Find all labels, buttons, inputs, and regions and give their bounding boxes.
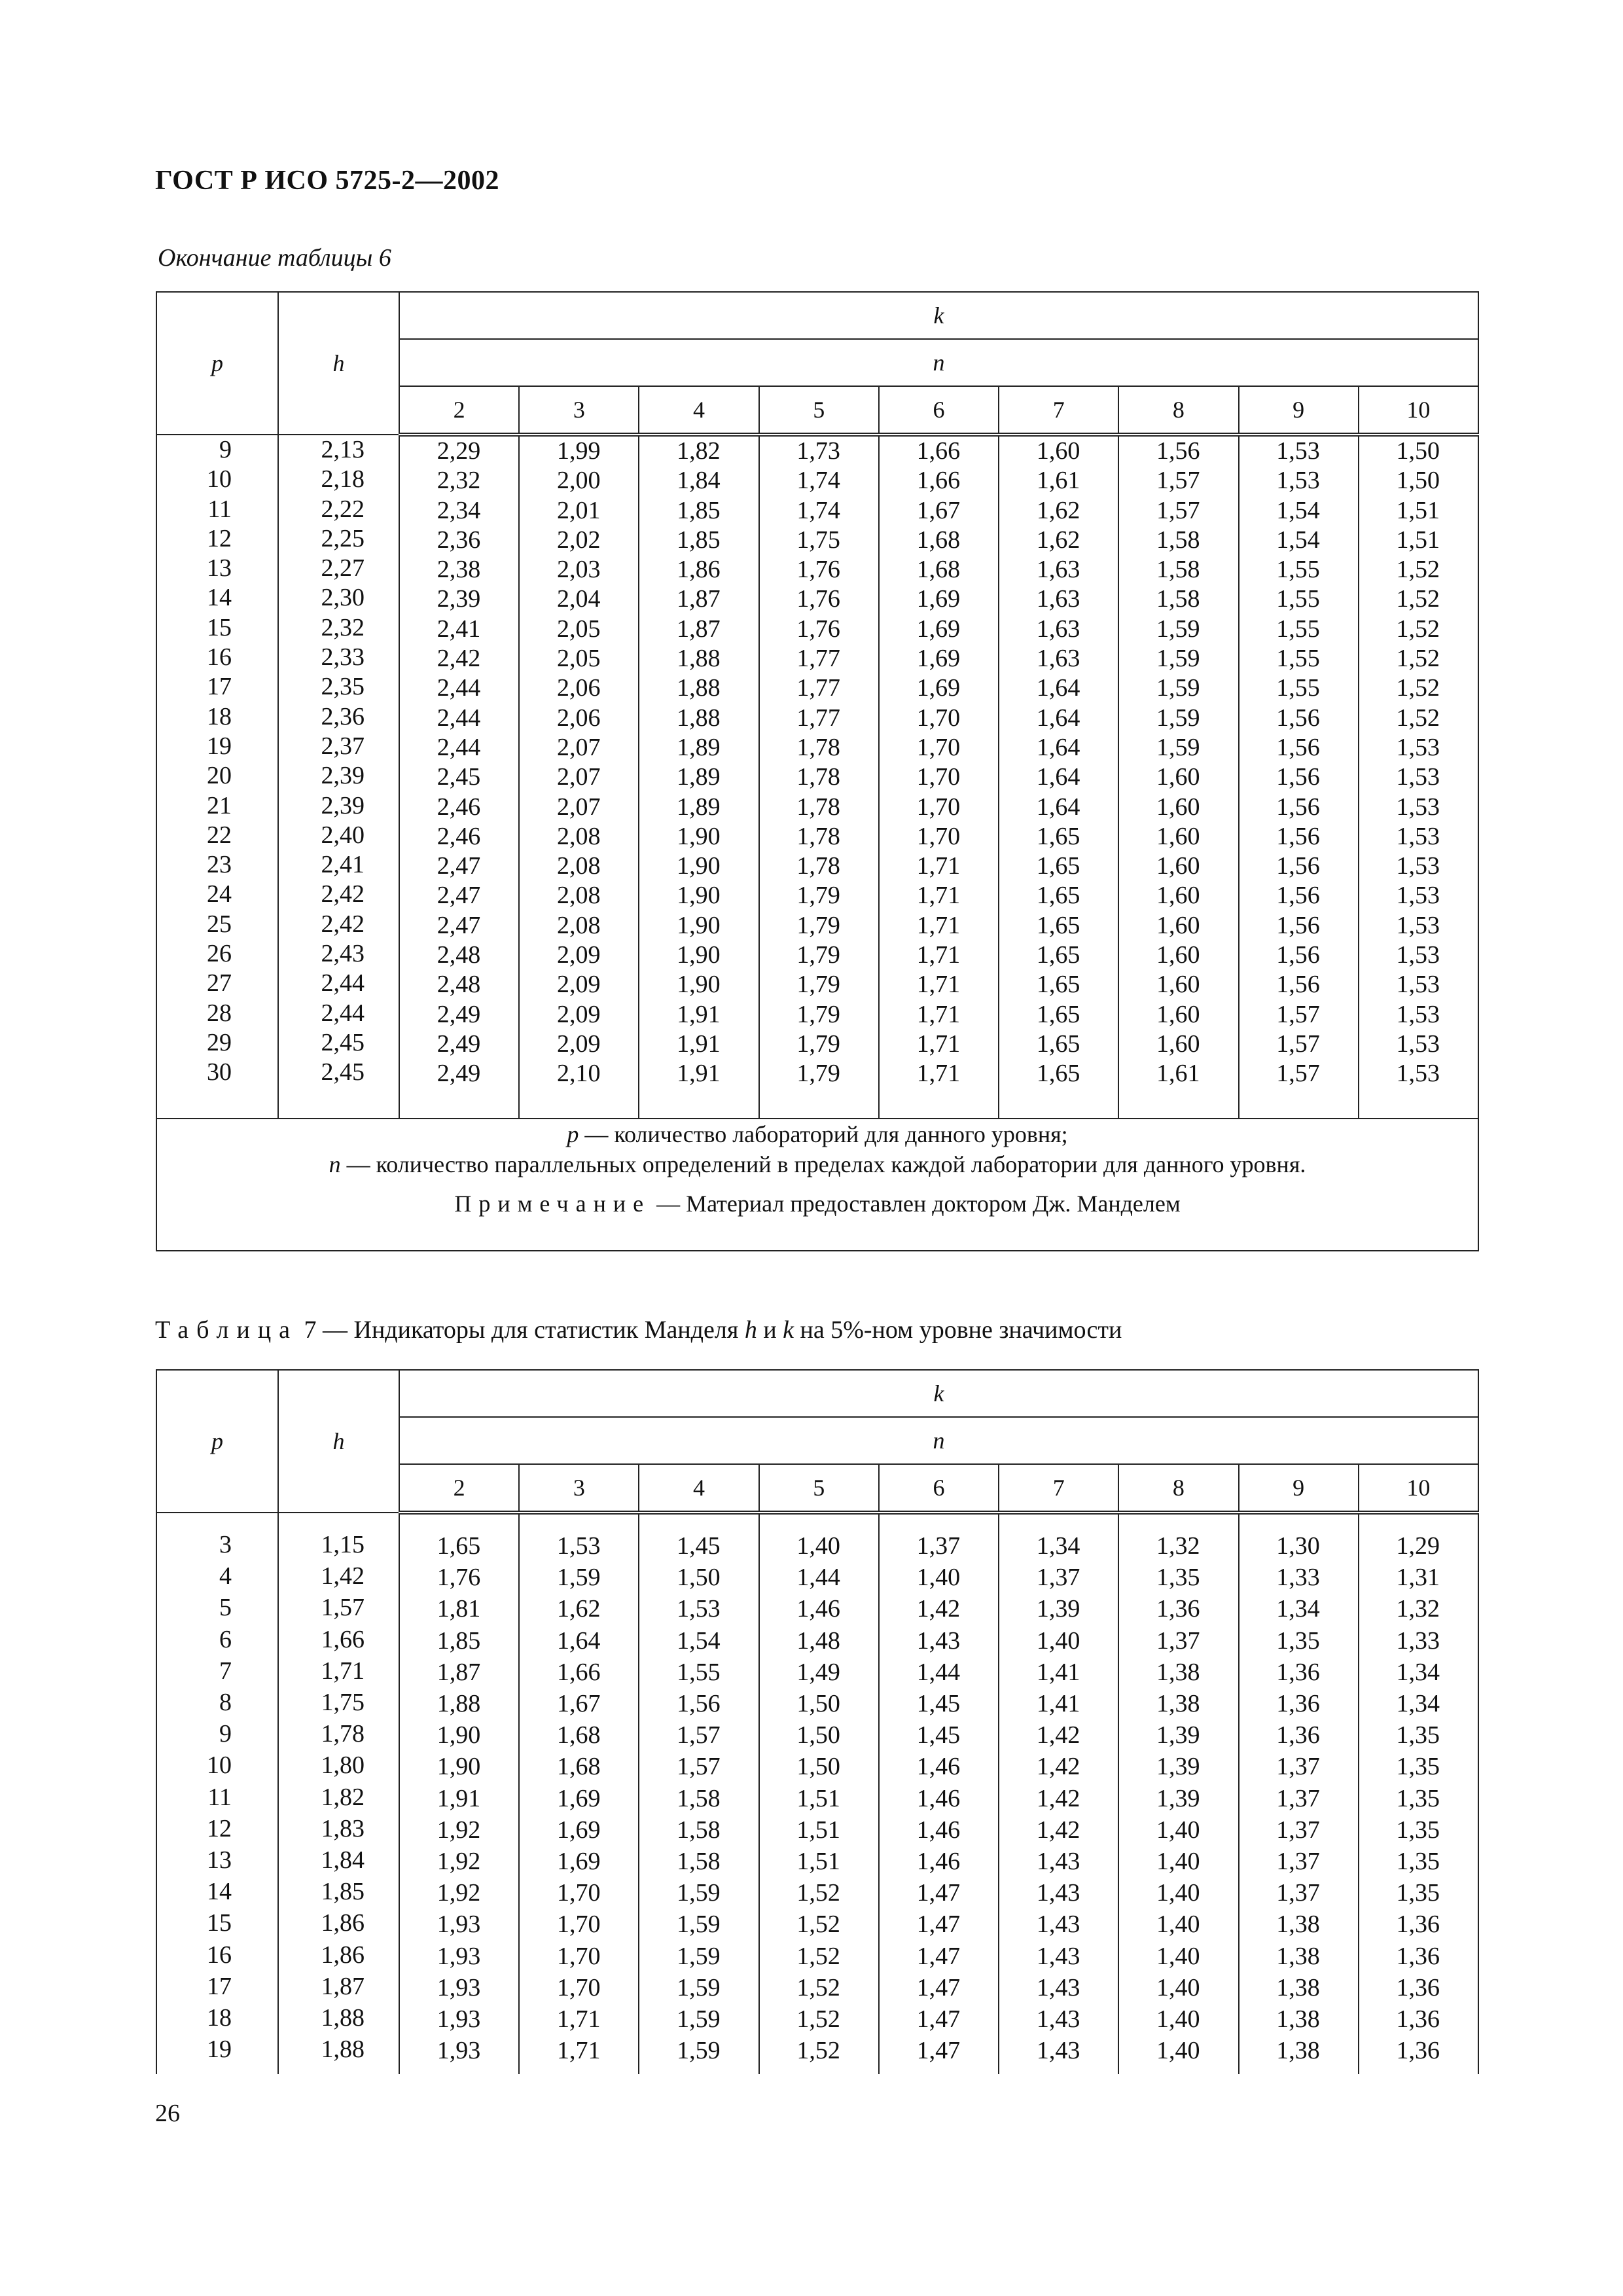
column-k-n5-values: 1,73 1,74 1,74 1,75 1,76 1,76 1,76 1,77 1,77 1,77 1,78 1,78 1,78 1,78 1,78 1,79 1,79 1,79 1,79 1,79 1,79 1,79 — [759, 435, 879, 1119]
header-n-value: 6 — [879, 1464, 999, 1513]
column-k-n9-values: 1,53 1,53 1,54 1,54 1,55 1,55 1,55 1,55 1,55 1,56 1,56 1,56 1,56 1,56 1,56 1,56 1,56 1,56 1,56 1,57 1,57 1,57 — [1239, 435, 1359, 1119]
column-k-n2-values: 2,29 2,32 2,34 2,36 2,38 2,39 2,41 2,42 2,44 2,44 2,44 2,45 2,46 2,46 2,47 2,47 2,47 2,48 2,48 2,49 2,49 2,49 — [399, 435, 519, 1119]
column-k-n3-values: 1,99 2,00 2,01 2,02 2,03 2,04 2,05 2,05 2,06 2,06 2,07 2,07 2,07 2,08 2,08 2,08 2,08 2,09 2,09 2,09 2,09 2,10 — [519, 435, 639, 1119]
column-p-values: 3 4 5 6 7 8 9 10 11 12 13 14 15 16 17 18 19 — [156, 1513, 278, 2074]
header-n-value: 10 — [1359, 1464, 1478, 1513]
header-k: k — [399, 292, 1478, 339]
header-n: n — [399, 1417, 1478, 1464]
column-k-n4-values: 1,45 1,50 1,53 1,54 1,55 1,56 1,57 1,57 1,58 1,58 1,58 1,59 1,59 1,59 1,59 1,59 1,59 — [639, 1513, 758, 2074]
table-7-caption: Таблица 7 — Индикаторы для статистик Манделя h и k на 5%-ном уровне значимости — [155, 1316, 1122, 1344]
header-n-value: 7 — [999, 386, 1118, 435]
column-h-values: 2,13 2,18 2,22 2,25 2,27 2,30 2,32 2,33 2,35 2,36 2,37 2,39 2,39 2,40 2,41 2,42 2,42 2,43 2,44 2,44 2,45 2,45 — [278, 435, 399, 1119]
column-k-n7-values: 1,34 1,37 1,39 1,40 1,41 1,41 1,42 1,42 1,42 1,42 1,43 1,43 1,43 1,43 1,43 1,43 1,43 — [999, 1513, 1118, 2074]
header-h: h — [278, 292, 399, 435]
header-n-value: 8 — [1118, 1464, 1238, 1513]
header-n-value: 3 — [519, 1464, 639, 1513]
document-title: ГОСТ Р ИСО 5725-2—2002 — [155, 166, 500, 196]
column-k-n6-values: 1,37 1,40 1,42 1,43 1,44 1,45 1,45 1,46 1,46 1,46 1,46 1,47 1,47 1,47 1,47 1,47 1,47 — [879, 1513, 999, 2074]
column-k-n10-values: 1,50 1,50 1,51 1,51 1,52 1,52 1,52 1,52 1,52 1,52 1,53 1,53 1,53 1,53 1,53 1,53 1,53 1,53 1,53 1,53 1,53 1,53 — [1359, 435, 1478, 1119]
table-notes — [156, 1119, 1478, 1251]
table-body — [156, 435, 1478, 1119]
header-n-value: 2 — [399, 1464, 519, 1513]
header-n-value: 8 — [1118, 386, 1238, 435]
header-n-value: 9 — [1239, 1464, 1359, 1513]
header-n-value: 9 — [1239, 386, 1359, 435]
column-h-values: 1,15 1,42 1,57 1,66 1,71 1,75 1,78 1,80 1,82 1,83 1,84 1,85 1,86 1,86 1,87 1,88 1,88 — [278, 1513, 399, 2074]
header-p: p — [156, 1370, 278, 1513]
column-k-n5-values: 1,40 1,44 1,46 1,48 1,49 1,50 1,50 1,50 1,51 1,51 1,51 1,52 1,52 1,52 1,52 1,52 1,52 — [759, 1513, 879, 2074]
note-p-definition: p — количество лабораторий для данного уровня; — [567, 1121, 1068, 1147]
table-body — [156, 1513, 1478, 2074]
header-n-value: 4 — [639, 1464, 758, 1513]
header-n-value: 4 — [639, 386, 758, 435]
column-k-n4-values: 1,82 1,84 1,85 1,85 1,86 1,87 1,87 1,88 1,88 1,88 1,89 1,89 1,89 1,90 1,90 1,90 1,90 1,90 1,90 1,91 1,91 1,91 — [639, 435, 758, 1119]
column-k-n8-values: 1,56 1,57 1,57 1,58 1,58 1,58 1,59 1,59 1,59 1,59 1,59 1,60 1,60 1,60 1,60 1,60 1,60 1,60 1,60 1,60 1,60 1,61 — [1118, 435, 1238, 1119]
table-6 — [156, 291, 1479, 1251]
header-h: h — [278, 1370, 399, 1513]
header-n-value: 7 — [999, 1464, 1118, 1513]
table-6-caption: Окончание таблицы 6 — [158, 244, 391, 272]
header-n-value: 3 — [519, 386, 639, 435]
table-7 — [156, 1369, 1479, 2074]
column-k-n8-values: 1,32 1,35 1,36 1,37 1,38 1,38 1,39 1,39 1,39 1,40 1,40 1,40 1,40 1,40 1,40 1,40 1,40 — [1118, 1513, 1238, 2074]
note-n-definition: n — количество параллельных определений в пределах каждой лаборатории для данного уровня. — [329, 1151, 1306, 1177]
column-k-n2-values: 1,65 1,76 1,81 1,85 1,87 1,88 1,90 1,90 1,91 1,92 1,92 1,92 1,93 1,93 1,93 1,93 1,93 — [399, 1513, 519, 2074]
column-k-n9-values: 1,30 1,33 1,34 1,35 1,36 1,36 1,36 1,37 1,37 1,37 1,37 1,37 1,38 1,38 1,38 1,38 1,38 — [1239, 1513, 1359, 2074]
column-p-values: 9 10 11 12 13 14 15 16 17 18 19 20 21 22 23 24 25 26 27 28 29 30 — [156, 435, 278, 1119]
column-k-n10-values: 1,29 1,31 1,32 1,33 1,34 1,34 1,35 1,35 1,35 1,35 1,35 1,35 1,36 1,36 1,36 1,36 1,36 — [1359, 1513, 1478, 2074]
header-n: n — [399, 339, 1478, 386]
header-n-value: 2 — [399, 386, 519, 435]
header-n-value: 6 — [879, 386, 999, 435]
column-k-n6-values: 1,66 1,66 1,67 1,68 1,68 1,69 1,69 1,69 1,69 1,70 1,70 1,70 1,70 1,70 1,71 1,71 1,71 1,71 1,71 1,71 1,71 1,71 — [879, 435, 999, 1119]
header-n-value: 5 — [759, 386, 879, 435]
page-number: 26 — [155, 2100, 180, 2127]
table-note: Примечание — Материал предоставлен доктором Дж. Манделем — [454, 1191, 1181, 1217]
header-k: k — [399, 1370, 1478, 1417]
column-k-n7-values: 1,60 1,61 1,62 1,62 1,63 1,63 1,63 1,63 1,64 1,64 1,64 1,64 1,64 1,65 1,65 1,65 1,65 1,65 1,65 1,65 1,65 1,65 — [999, 435, 1118, 1119]
header-n-value: 10 — [1359, 386, 1478, 435]
header-p: p — [156, 292, 278, 435]
column-k-n3-values: 1,53 1,59 1,62 1,64 1,66 1,67 1,68 1,68 1,69 1,69 1,69 1,70 1,70 1,70 1,70 1,71 1,71 — [519, 1513, 639, 2074]
header-n-value: 5 — [759, 1464, 879, 1513]
